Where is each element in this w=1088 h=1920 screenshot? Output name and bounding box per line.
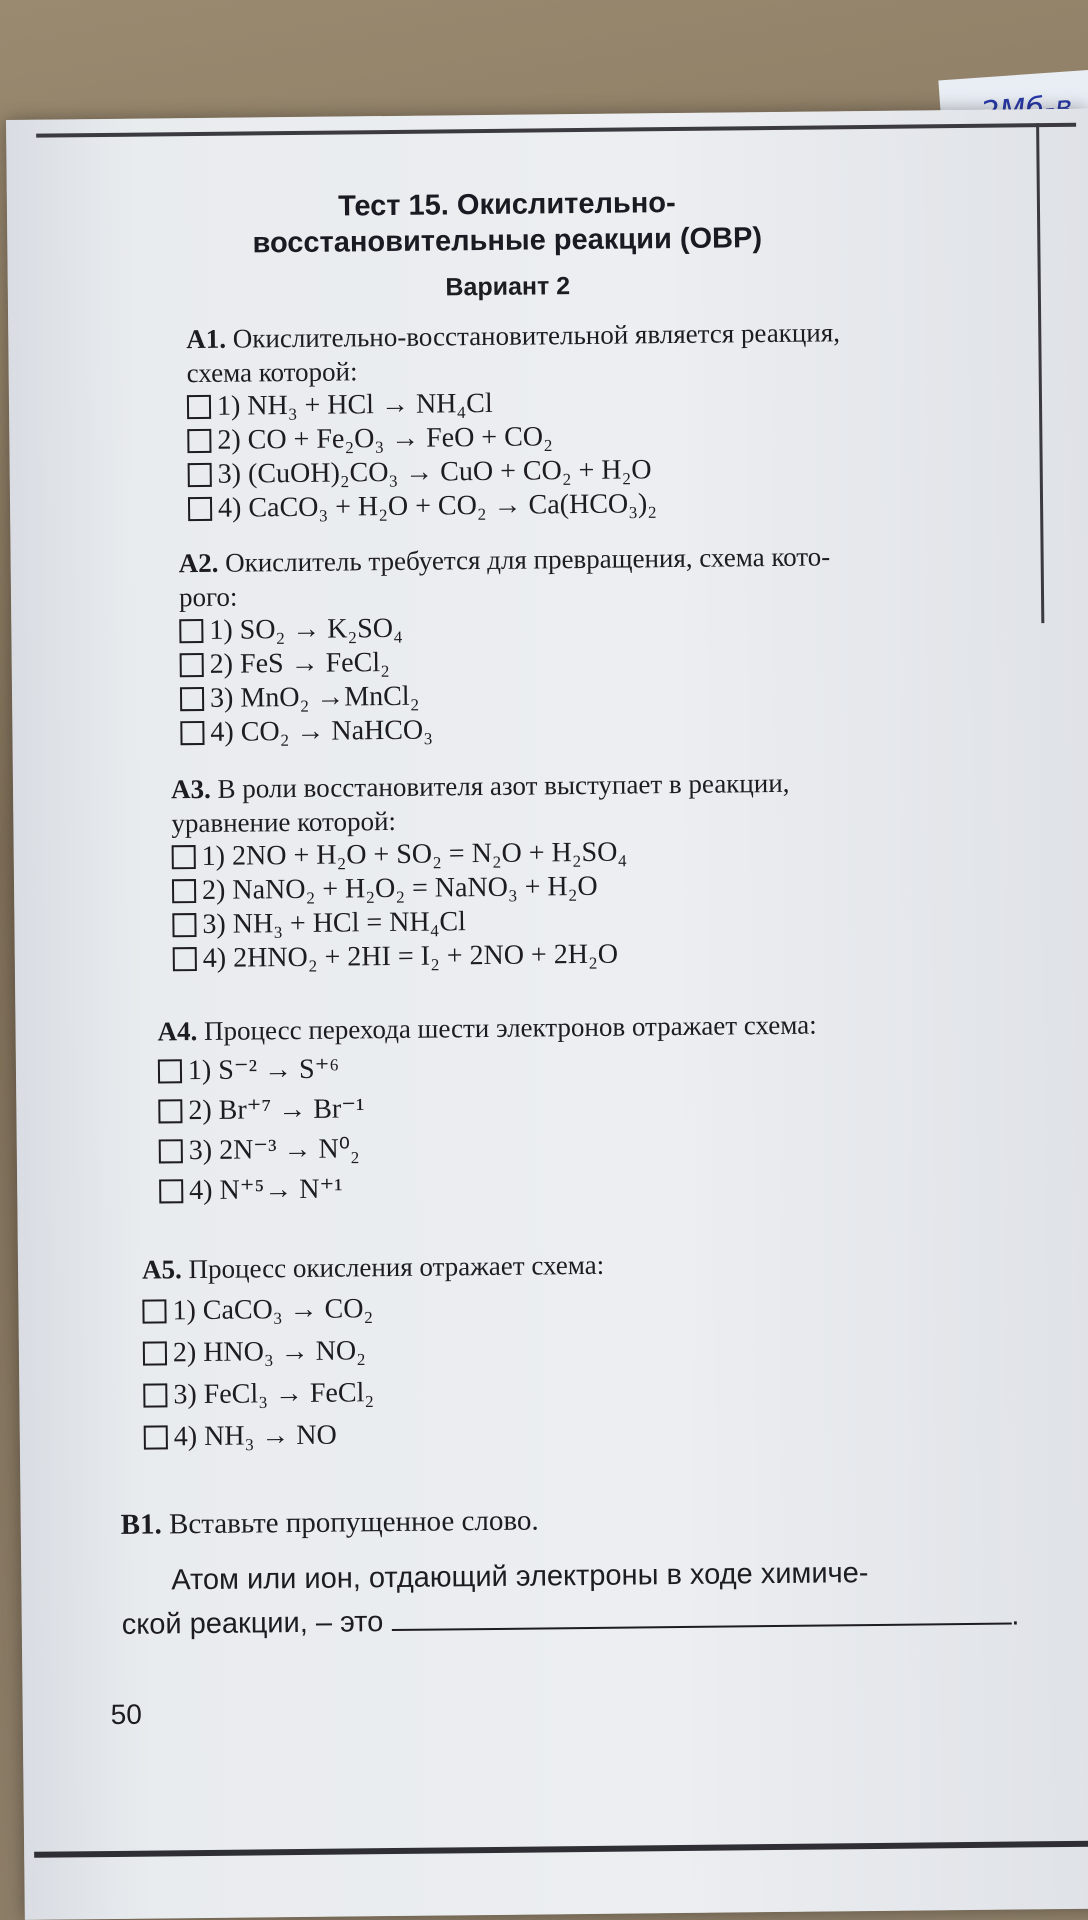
question-number: А3. xyxy=(170,773,211,805)
checkbox[interactable] xyxy=(179,619,203,643)
checkbox[interactable] xyxy=(159,1179,183,1203)
question-text: В роли восстановителя азот выступает в реакции, xyxy=(217,767,790,804)
question-text: Процесс перехода шести электронов отражает схема: xyxy=(203,1009,817,1046)
question-a2 xyxy=(178,539,832,750)
option-row[interactable] xyxy=(143,1374,605,1413)
option-text: 1) 2NO + H₂O + SO₂ = N₂O + H₂SO₄ xyxy=(201,836,628,872)
answer-blank[interactable] xyxy=(391,1597,1011,1631)
question-number: В1. xyxy=(120,1508,162,1541)
title-line-1: Тест 15. Окислительно- xyxy=(337,186,676,223)
checkbox[interactable] xyxy=(180,721,204,745)
option-text: 4) CO₂ → NaHCO₃ xyxy=(210,714,434,748)
question-text-cont: схема которой: xyxy=(186,356,358,389)
question-number: А4. xyxy=(157,1016,198,1047)
checkbox[interactable] xyxy=(144,1425,168,1449)
checkbox[interactable] xyxy=(143,1341,167,1365)
question-text-cont: рого: xyxy=(178,581,238,613)
checkbox[interactable] xyxy=(188,497,212,521)
right-rule xyxy=(1036,123,1044,623)
question-text: Окислитель требуется для превращения, схема кото- xyxy=(224,541,831,578)
question-b1 xyxy=(121,1505,539,1542)
checkbox[interactable] xyxy=(187,429,211,453)
option-text: 3) MnO₂ →MnCl₂ xyxy=(209,680,420,714)
variant-label: Вариант 2 xyxy=(445,272,571,302)
option-text: 2) NaNO₂ + H₂O₂ = NaNO₃ + H₂O xyxy=(201,870,598,906)
option-text: 4) N⁺⁵→ N⁺¹ xyxy=(189,1173,343,1207)
question-number: А5. xyxy=(141,1254,182,1285)
option-text: 1) NH₃ + HCl → NH₄Cl xyxy=(216,387,493,422)
b1-line-1: Атом или ион, отдающий электроны в ходе химиче- xyxy=(171,1557,869,1597)
title-line-2: восстановительные реакции (ОВР) xyxy=(252,222,763,260)
option-text: 2) CO + Fe₂O₃ → FeO + CO₂ xyxy=(217,421,553,456)
option-row[interactable] xyxy=(173,936,792,976)
option-text: 3) NH₃ + HCl = NH₄Cl xyxy=(202,906,467,940)
checkbox[interactable] xyxy=(143,1383,167,1407)
option-row[interactable] xyxy=(142,1290,604,1329)
checkbox[interactable] xyxy=(142,1299,166,1323)
option-text: 3) 2N⁻³ → N⁰₂ xyxy=(188,1133,360,1167)
checkbox[interactable] xyxy=(180,687,204,711)
option-row[interactable] xyxy=(188,485,842,526)
option-text: 1) SO₂ → K₂SO₄ xyxy=(209,612,403,646)
question-number: А1. xyxy=(186,323,227,355)
option-text: 4) NH₃ → NO xyxy=(173,1419,337,1453)
option-text: 2) HNO₃ → NO₂ xyxy=(172,1335,367,1369)
option-text: 1) CaCO₃ → CO₂ xyxy=(172,1293,374,1327)
question-a3 xyxy=(171,766,792,976)
option-text: 1) S⁻² → S⁺⁶ xyxy=(187,1053,340,1087)
page-title xyxy=(7,182,1008,264)
question-a5 xyxy=(142,1248,606,1455)
option-row[interactable] xyxy=(158,1088,817,1129)
checkbox[interactable] xyxy=(158,1099,182,1123)
b1-line-2: ской реакции, – это xyxy=(121,1606,384,1641)
option-text: 3) (CuOH)₂CO₃ → CuO + CO₂ + H₂O xyxy=(217,454,652,490)
checkbox[interactable] xyxy=(172,845,196,869)
worksheet-page xyxy=(6,109,1088,1920)
checkbox[interactable] xyxy=(173,947,197,971)
question-text-cont: уравнение которой: xyxy=(171,805,397,839)
question-number: А2. xyxy=(178,547,219,579)
checkbox[interactable] xyxy=(172,913,196,937)
bottom-rule xyxy=(34,1841,1088,1858)
question-text: Окислительно-восстановительной является реакция, xyxy=(232,317,841,354)
option-text: 2) Br⁺⁷ → Br⁻¹ xyxy=(188,1093,365,1127)
option-row[interactable] xyxy=(143,1332,605,1371)
question-text: Процесс окисления отражает схема: xyxy=(188,1249,605,1285)
option-text: 2) FeS → FeCl₂ xyxy=(209,647,390,680)
b1-sentence xyxy=(121,1549,1088,1647)
checkbox[interactable] xyxy=(188,463,212,487)
question-text: Вставьте пропущенное слово. xyxy=(168,1504,539,1541)
page-number: 50 xyxy=(110,1698,143,1730)
option-text: 4) CaCO₃ + H₂O + CO₂ → Ca(HCO₃)₂ xyxy=(217,488,658,524)
checkbox[interactable] xyxy=(180,653,204,677)
question-a4 xyxy=(157,1008,818,1209)
checkbox[interactable] xyxy=(159,1139,183,1163)
option-row[interactable] xyxy=(159,1168,818,1209)
option-row[interactable] xyxy=(180,709,832,750)
question-a1 xyxy=(186,315,842,526)
option-row[interactable] xyxy=(159,1128,818,1169)
option-row[interactable] xyxy=(158,1048,817,1089)
option-row[interactable] xyxy=(144,1416,606,1455)
b1-period: . xyxy=(1011,1599,1020,1632)
option-text: 3) FeCl₃ → FeCl₂ xyxy=(173,1377,375,1411)
top-rule xyxy=(36,123,1076,138)
checkbox[interactable] xyxy=(158,1059,182,1083)
checkbox[interactable] xyxy=(172,879,196,903)
checkbox[interactable] xyxy=(187,395,211,419)
option-text: 4) 2HNO₂ + 2HI = I₂ + 2NO + 2H₂O xyxy=(202,938,619,974)
